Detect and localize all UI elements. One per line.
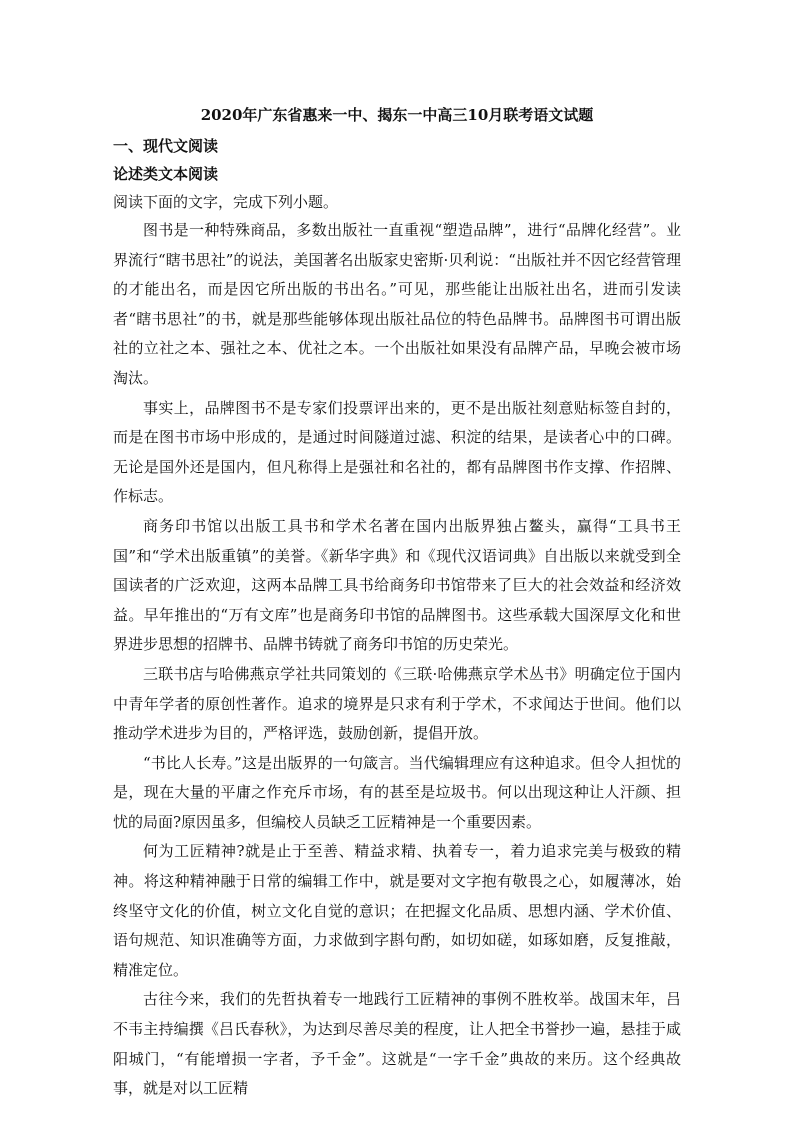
paragraph-6: 何为工匠精神?就是止于至善、精益求精、执着专一，着力追求完美与极致的精神。将这种精神融于日常的编辑工作中，就是要对文字抱有敬畏之心，如履薄冰，始终坚守文化的价值，树立文化自觉的意识；在把握文化品质、思想内涵、学术价值、语句规范、知识准确等方面，力求做到字斟句酌，如切如磋，如琢如磨，反复推敲，精准定位。 xyxy=(113,842,681,979)
document-title: 2020年广东省惠来一中、揭东一中高三10月联考语文试题 xyxy=(200,106,594,124)
paragraph-2: 事实上，品牌图书不是专家们投票评出来的，更不是出版社刻意贴标签自封的，而是在图书市场中形成的，是通过时间隧道过滤、积淀的结果，是读者心中的口碑。无论是国外还是国内，但凡称得上是强社和名社的，都有品牌图书作支撑、作招牌、作标志。 xyxy=(113,398,681,506)
section-heading-argumentative-text: 论述类文本阅读 xyxy=(113,165,219,183)
paragraph-4: 三联书店与哈佛燕京学社共同策划的《三联·哈佛燕京学术丛书》明确定位于国内中青年学者的原创性著作。追求的境界是只求有利于学术，不求闻达于世间。他们以推动学术进步为目的，严格评选，鼓励创新，提倡开放。 xyxy=(113,664,681,743)
document-body xyxy=(113,132,681,1104)
paragraph-3: 商务印书馆以出版工具书和学术名著在国内出版界独占鳌头，赢得“工具书王国”和“学术出版重镇”的美誉。《新华字典》和《现代汉语词典》自出版以来就受到全国读者的广泛欢迎，这两本品牌工具书给商务印书馆带来了巨大的社会效益和经济效益。早年推出的“万有文库”也是商务印书馆的品牌图书。这些承载大国深厚文化和世界进步思想的招牌书、品牌书铸就了商务印书馆的历史荣光。 xyxy=(113,516,681,654)
reading-instruction: 阅读下面的文字，完成下列小题。 xyxy=(113,193,339,211)
paragraph-7: 古往今来，我们的先哲执着专一地践行工匠精神的事例不胜枚举。战国末年，吕不韦主持编撰《吕氏春秋》，为达到尽善尽美的程度，让人把全书誉抄一遍，悬挂于咸阳城门，“有能增损一字者，予千金”。这就是“一字千金”典故的来历。这个经典故事，就是对以工匠精 xyxy=(113,990,681,1098)
section-heading-modern-reading: 一、现代文阅读 xyxy=(113,137,219,155)
paragraph-1: 图书是一种特殊商品，多数出版社一直重视“塑造品牌”，进行“品牌化经营”。业界流行“瞎书思社”的说法，美国著名出版家史密斯·贝利说：“出版社并不因它经营管理的才能出名，而是因它所出版的书出名。”可见，那些能让出版社出名，进而引发读者“瞎书思社”的书，就是那些能够体现出版社品位的特色品牌书。品牌图书可谓出版社的立社之本、强社之本、优社之本。一个出版社如果没有品牌产品，早晚会被市场淘汰。 xyxy=(113,221,681,387)
paragraph-5: “书比人长寿。”这是出版界的一句箴言。当代编辑理应有这种追求。但令人担忧的是，现在大量的平庸之作充斥市场，有的甚至是垃圾书。何以出现这种让人汗颜、担忧的局面?原因虽多，但编校人员缺乏工匠精神是一个重要因素。 xyxy=(113,753,681,831)
